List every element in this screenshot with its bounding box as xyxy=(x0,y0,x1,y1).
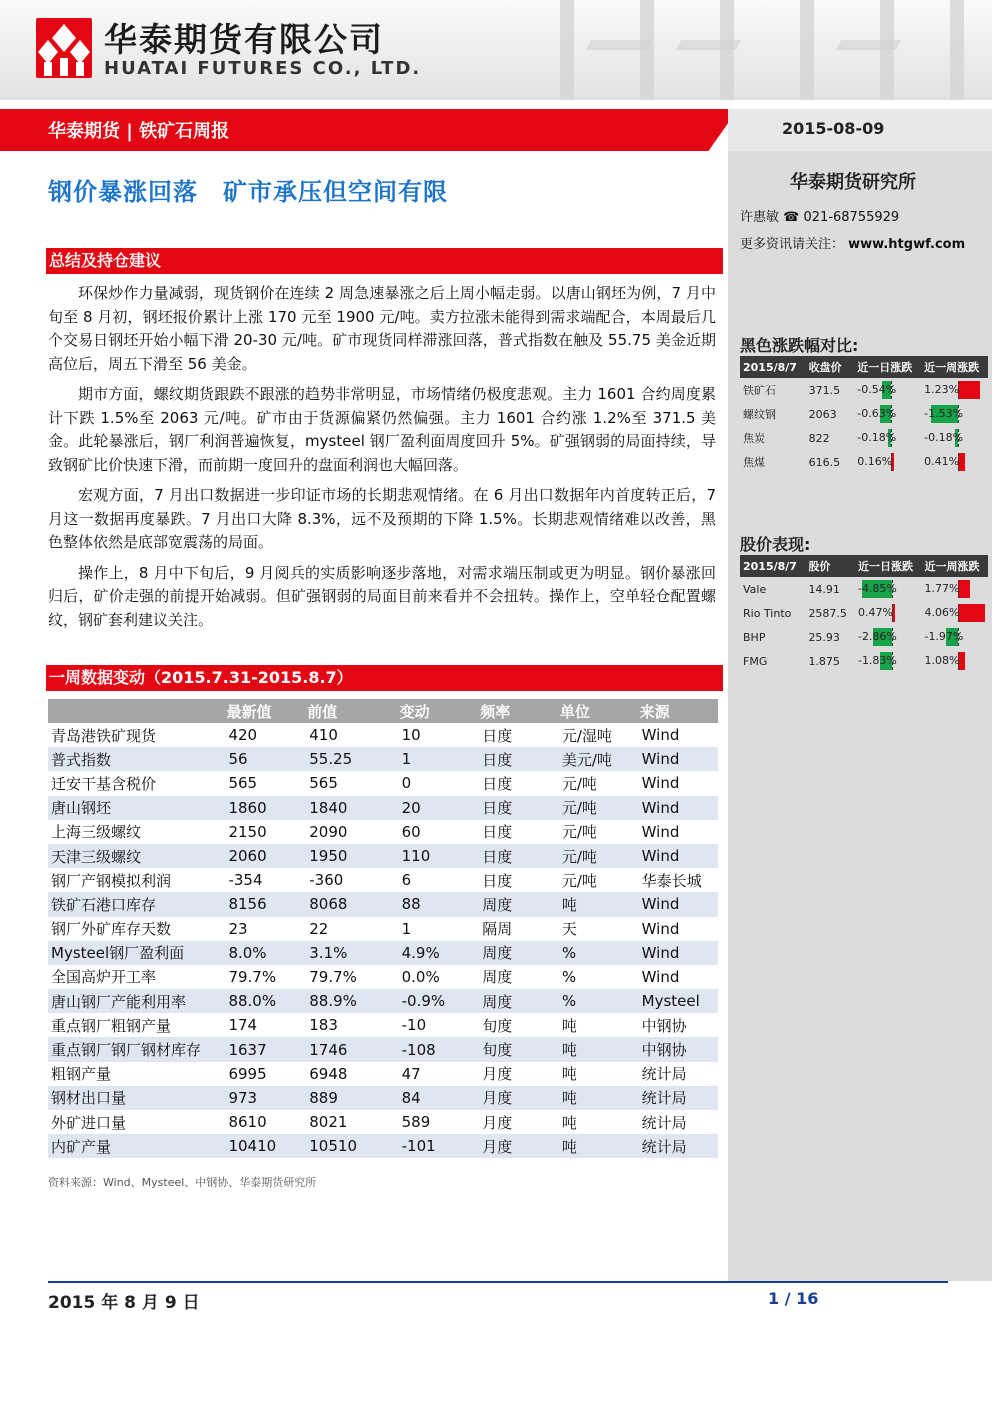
table-cell: 973 xyxy=(225,1086,306,1110)
website-link[interactable]: www.htgwf.com xyxy=(848,237,966,252)
table-cell: 周度 xyxy=(482,968,513,987)
table-cell: 47 xyxy=(401,1064,421,1083)
row-name: 螺纹钢 xyxy=(743,408,776,421)
table-cell: 8156 xyxy=(225,892,306,916)
row-close: 371.5 xyxy=(808,383,841,397)
change-cell xyxy=(921,450,988,474)
table-cell: 1 xyxy=(401,919,412,938)
table-cell: % xyxy=(561,967,577,986)
table-cell: 4.9% xyxy=(399,941,480,965)
website-line xyxy=(740,233,965,252)
change-cell xyxy=(921,426,988,450)
col-week-change: 近一周涨跌 xyxy=(921,555,988,577)
row-name: BHP xyxy=(743,630,766,644)
row-name: 焦煤 xyxy=(743,456,765,469)
table-row xyxy=(48,1062,718,1086)
table-cell: 钢材出口量 xyxy=(48,1086,225,1110)
table-cell: 隔周 xyxy=(482,920,513,939)
report-series-label: 华泰期货 | 铁矿石周报 xyxy=(48,121,230,142)
table-row xyxy=(740,601,988,625)
change-bar xyxy=(924,381,988,399)
table-cell: 吨 xyxy=(561,1065,577,1084)
table-cell: 元/吨 xyxy=(561,871,597,890)
table-cell: 79.7% xyxy=(228,967,277,986)
col-unit: 单位 xyxy=(559,699,639,723)
change-bar xyxy=(924,429,988,447)
weekly-data-table xyxy=(48,699,718,1158)
table-cell: 吨 xyxy=(561,1113,577,1132)
row-close: 25.93 xyxy=(808,630,840,644)
row-close: 2587.5 xyxy=(808,606,847,620)
col-price: 股价 xyxy=(805,555,855,577)
change-bar-fill xyxy=(958,580,970,598)
change-bar xyxy=(924,652,988,670)
col-frequency: 频率 xyxy=(479,699,559,723)
table-row xyxy=(48,1134,718,1158)
change-value: -0.18% xyxy=(924,431,964,444)
change-bar xyxy=(857,405,921,423)
table-cell: 统计局 xyxy=(639,1134,718,1158)
change-bar xyxy=(858,580,922,598)
change-cell xyxy=(854,402,921,426)
change-value: -1.83% xyxy=(857,654,897,667)
table-cell: 周度 xyxy=(479,989,559,1013)
table-row xyxy=(48,941,718,965)
table-cell: 8.0% xyxy=(225,941,306,965)
table-row xyxy=(740,402,988,426)
table-row xyxy=(48,747,718,771)
table-cell: 周度 xyxy=(479,892,559,916)
table-cell: 174 xyxy=(228,1016,258,1035)
table-cell: 2060 xyxy=(225,844,306,868)
table-cell: Wind xyxy=(641,822,680,841)
table-cell: 吨 xyxy=(561,1016,577,1035)
table-row xyxy=(740,649,988,673)
table-cell: 889 xyxy=(306,1086,398,1110)
change-bar xyxy=(924,604,988,622)
table-cell: 美元/吨 xyxy=(559,747,639,771)
table-cell: -10 xyxy=(401,1016,427,1035)
table-cell: 3.1% xyxy=(306,941,398,965)
table-cell: Mysteel xyxy=(639,989,718,1013)
stock-table-title: 股价表现: xyxy=(740,535,811,554)
table-cell: 6948 xyxy=(309,1064,348,1083)
table-cell: 565 xyxy=(309,774,338,793)
table-cell: 60 xyxy=(401,822,421,841)
table-cell: 56 xyxy=(225,747,306,771)
col-previous: 前值 xyxy=(306,699,398,723)
table-cell: 吨 xyxy=(559,892,639,916)
table-cell: 元/吨 xyxy=(561,823,597,842)
table-cell: 统计局 xyxy=(639,1086,718,1110)
table-cell: 钢厂外矿库存天数 xyxy=(51,920,172,939)
table-cell: Mysteel钢厂盈利面 xyxy=(48,941,225,965)
table-cell: Wind xyxy=(639,844,718,868)
table-cell: 6995 xyxy=(228,1064,267,1083)
change-cell xyxy=(855,577,922,601)
table-cell: -101 xyxy=(399,1134,480,1158)
table-row xyxy=(48,1110,718,1134)
row-close: 14.91 xyxy=(808,582,840,596)
table-cell: 8068 xyxy=(306,892,398,916)
table-cell: 上海三级螺纹 xyxy=(51,823,142,842)
table-cell: 中钢协 xyxy=(641,1016,687,1035)
black-comparison-table xyxy=(740,356,988,474)
table-cell: 88.9% xyxy=(306,989,398,1013)
table-cell: 唐山钢厂产能利用率 xyxy=(48,989,225,1013)
table-row xyxy=(740,426,988,450)
table-cell: 统计局 xyxy=(641,1113,687,1132)
change-value: 0.41% xyxy=(924,455,960,468)
table-cell: 元/吨 xyxy=(559,844,639,868)
change-value: -4.85% xyxy=(857,582,897,595)
page-number: 1 / 16 xyxy=(768,1289,819,1308)
table-cell: Wind xyxy=(641,967,680,986)
change-value: -0.54% xyxy=(857,383,897,396)
report-date: 2015-08-09 xyxy=(782,119,885,138)
col-source: 来源 xyxy=(639,699,718,723)
table-cell: 10 xyxy=(401,726,421,745)
row-name: FMG xyxy=(743,654,768,668)
table-cell: 日度 xyxy=(482,726,513,745)
table-cell: 23 xyxy=(228,919,248,938)
table-cell: 钢厂产钢模拟利润 xyxy=(51,871,172,890)
table-cell: Wind xyxy=(639,796,718,820)
table-cell: 183 xyxy=(309,1016,338,1035)
table-row xyxy=(740,577,988,601)
table-cell: 8021 xyxy=(309,1113,348,1132)
change-value: 4.06% xyxy=(924,606,960,619)
table-cell: 青岛港铁矿现货 xyxy=(51,726,157,745)
table-cell: 日度 xyxy=(479,796,559,820)
summary-paragraph: 操作上，8 月中下旬后，9 月阅兵的实质影响逐步落地，对需求端压制或更为明显。钢价暴涨回归后，矿价走强的前提开始减弱。但矿强钢弱的局面目前来看并不会扭转。操作上，空单轻仓配置螺纹，钢矿套利建议关注。 xyxy=(48,563,716,629)
table-cell: 0 xyxy=(401,774,412,793)
table-cell: Wind xyxy=(639,747,718,771)
table-row xyxy=(48,892,718,916)
table-cell: 元/吨 xyxy=(561,774,597,793)
table-cell: 周度 xyxy=(479,941,559,965)
footer-date: 2015 年 8 月 9 日 xyxy=(48,1293,200,1313)
col-date: 2015/8/7 xyxy=(740,555,805,577)
change-value: -1.53% xyxy=(924,407,964,420)
table-cell: 月度 xyxy=(482,1113,513,1132)
table-cell: 420 xyxy=(228,726,258,745)
table-cell: 日度 xyxy=(479,747,559,771)
table-cell: Wind xyxy=(641,726,680,745)
row-close: 1.875 xyxy=(808,654,840,668)
table-cell: Wind xyxy=(639,892,718,916)
table-cell: 吨 xyxy=(559,1086,639,1110)
table-cell: 1840 xyxy=(306,796,398,820)
change-value: 1.08% xyxy=(924,654,960,667)
change-cell xyxy=(854,450,921,474)
table-cell: Wind xyxy=(641,919,680,938)
change-cell xyxy=(855,625,922,649)
table-cell: 589 xyxy=(401,1113,431,1132)
table-cell: 2150 xyxy=(228,822,267,841)
table-cell: Wind xyxy=(641,774,680,793)
table-row xyxy=(48,796,718,820)
table-row xyxy=(740,378,988,402)
black-table-title: 黑色涨跌幅对比: xyxy=(740,336,859,355)
table-row xyxy=(48,771,718,795)
table-cell: 铁矿石港口库存 xyxy=(48,892,225,916)
table-cell: -360 xyxy=(309,871,344,890)
change-bar xyxy=(857,429,921,447)
change-cell xyxy=(921,649,988,673)
table-cell: 日度 xyxy=(479,844,559,868)
table-row xyxy=(48,1013,718,1037)
change-cell xyxy=(921,601,988,625)
change-bar-fill xyxy=(958,652,965,670)
table-cell: 10510 xyxy=(306,1134,398,1158)
col-change: 变动 xyxy=(399,699,480,723)
table-cell: 日度 xyxy=(482,774,513,793)
table-cell: 天 xyxy=(561,920,577,939)
table-cell: 迁安干基含税价 xyxy=(51,774,157,793)
table-cell: 410 xyxy=(309,726,338,745)
change-value: -0.63% xyxy=(857,407,897,420)
col-day-change: 近一日涨跌 xyxy=(855,555,922,577)
change-value: 0.16% xyxy=(857,455,893,468)
table-cell: 旬度 xyxy=(479,1037,559,1061)
change-cell xyxy=(921,402,988,426)
table-cell: 外矿进口量 xyxy=(51,1113,127,1132)
table-cell: 79.7% xyxy=(309,967,357,986)
table-row xyxy=(740,450,988,474)
row-name: 铁矿石 xyxy=(743,384,776,397)
table-cell: 1860 xyxy=(225,796,306,820)
change-bar-fill xyxy=(958,604,984,622)
table-cell: 月度 xyxy=(479,1086,559,1110)
table-cell: 20 xyxy=(399,796,480,820)
table-cell: % xyxy=(559,989,639,1013)
row-name: 焦炭 xyxy=(743,432,765,445)
change-cell xyxy=(921,577,988,601)
weekly-heading: 一周数据变动（2015.7.31-2015.8.7） xyxy=(46,665,723,691)
change-bar xyxy=(858,628,922,646)
change-bar xyxy=(858,604,922,622)
table-cell: 88.0% xyxy=(225,989,306,1013)
table-row xyxy=(48,820,718,844)
table-cell: -108 xyxy=(399,1037,480,1061)
table-cell: 普式指数 xyxy=(48,747,225,771)
table-cell: 2090 xyxy=(309,822,348,841)
table-row xyxy=(48,1086,718,1110)
more-info-label: 更多资讯请关注： xyxy=(740,237,845,252)
table-cell: 重点钢厂粗钢产量 xyxy=(51,1016,172,1035)
col-day-change: 近一日涨跌 xyxy=(854,356,921,378)
table-cell: -354 xyxy=(228,871,263,890)
table-cell: 55.25 xyxy=(306,747,398,771)
table-cell: 内矿产量 xyxy=(48,1134,225,1158)
analyst-name: 许惠敏 xyxy=(740,210,780,225)
table-row xyxy=(48,723,718,747)
table-cell: 1746 xyxy=(306,1037,398,1061)
change-value: 1.77% xyxy=(924,582,960,595)
row-close: 616.5 xyxy=(808,455,841,469)
change-cell xyxy=(854,426,921,450)
row-close: 822 xyxy=(808,431,830,445)
table-cell: 元/湿吨 xyxy=(561,726,612,745)
change-bar xyxy=(924,453,988,471)
table-cell: 天津三级螺纹 xyxy=(48,844,225,868)
table-cell: 中钢协 xyxy=(639,1037,718,1061)
change-cell xyxy=(855,649,922,673)
summary-paragraph: 期市方面，螺纹期货跟跌不跟涨的趋势非常明显，市场情绪仍极度悲观。主力 1601 合约周度累计下跌 1.5%至 2063 元/吨。矿市由于货源偏紧仍然偏强。主力 1601 合约涨 1.2%至 371.5 美金。此轮暴涨后，钢厂利润普遍恢复，mysteel 钢厂盈利面周度回升 5%。矿强钢弱的局面持续，导致钢矿比价快速下滑，而前期一度回升的盘面利润也大幅回落。 xyxy=(48,385,716,474)
change-bar xyxy=(924,628,988,646)
footer-divider xyxy=(48,1281,948,1283)
table-cell: 日度 xyxy=(482,871,513,890)
company-name-cn: 华泰期货有限公司 xyxy=(104,20,384,59)
company-logo-icon xyxy=(36,18,92,78)
table-cell: 565 xyxy=(228,774,258,793)
table-cell: 统计局 xyxy=(641,1065,687,1084)
table-cell: 吨 xyxy=(559,1037,639,1061)
table-cell: 8610 xyxy=(228,1113,267,1132)
row-close: 2063 xyxy=(808,407,837,421)
change-value: -0.18% xyxy=(857,431,897,444)
table-cell: 日度 xyxy=(482,823,513,842)
table-row xyxy=(48,868,718,892)
table-cell: 1 xyxy=(399,747,480,771)
sidebar xyxy=(728,151,992,1281)
table-cell: 粗钢产量 xyxy=(51,1065,112,1084)
table-cell: 重点钢厂钢厂钢材库存 xyxy=(48,1037,225,1061)
change-value: -2.86% xyxy=(857,630,897,643)
phone-icon: ☎ xyxy=(783,210,800,225)
change-bar xyxy=(858,652,922,670)
table-cell: 月度 xyxy=(482,1065,513,1084)
row-name: Vale xyxy=(743,582,767,596)
analyst-phone: 021-68755929 xyxy=(803,210,900,225)
company-name-en: HUATAI FUTURES CO., LTD. xyxy=(104,58,422,79)
change-value: 1.23% xyxy=(924,383,960,396)
change-cell xyxy=(855,601,922,625)
table-cell: -0.9% xyxy=(399,989,480,1013)
stock-performance-table xyxy=(740,555,988,673)
summary-paragraph: 环保炒作力量减弱，现货钢价在连续 2 周急速暴涨之后上周小幅走弱。以唐山钢坯为例，7 月中旬至 8 月初，钢坯报价累计上涨 170 元至 1900 元/吨。卖方拉涨未能得到需求端配合，本周最后几个交易日钢坯开始小幅下滑 20-30 元/吨。矿市现货同样滞涨回落，普式指数在触及 55.75 美金近期高位后，周五下滑至 56 美金。 xyxy=(48,284,716,373)
change-bar xyxy=(857,381,921,399)
table-cell: 全国高炉开工率 xyxy=(51,968,157,987)
table-cell: 旬度 xyxy=(482,1016,513,1035)
table-cell: 6 xyxy=(401,871,412,890)
analyst-contact xyxy=(740,206,899,225)
table-cell: 元/吨 xyxy=(559,796,639,820)
row-name: Rio Tinto xyxy=(743,606,792,620)
table-cell: 月度 xyxy=(479,1134,559,1158)
table-row xyxy=(48,1037,718,1061)
change-value: -1.97% xyxy=(924,630,964,643)
data-source-note: 资料来源：Wind、Mysteel、中钢协、华泰期货研究所 xyxy=(48,1176,317,1189)
change-bar xyxy=(924,405,988,423)
change-cell xyxy=(921,625,988,649)
table-cell: % xyxy=(559,941,639,965)
table-row xyxy=(48,965,718,989)
change-cell xyxy=(921,378,988,402)
table-row xyxy=(48,844,718,868)
table-row xyxy=(740,625,988,649)
table-cell: 华泰长城 xyxy=(641,871,702,890)
change-bar xyxy=(924,580,988,598)
col-week-change: 近一周涨跌 xyxy=(921,356,988,378)
table-cell: 唐山钢坯 xyxy=(48,796,225,820)
summary-body xyxy=(48,282,716,632)
table-cell: 1637 xyxy=(225,1037,306,1061)
change-value: 0.47% xyxy=(857,606,893,619)
change-bar-fill xyxy=(958,453,965,471)
table-cell: 1950 xyxy=(306,844,398,868)
summary-heading: 总结及持仓建议 xyxy=(46,248,723,274)
table-cell: 110 xyxy=(399,844,480,868)
table-cell: 22 xyxy=(309,919,329,938)
change-bar-fill xyxy=(958,381,980,399)
table-cell: 0.0% xyxy=(401,967,440,986)
summary-paragraph: 宏观方面，7 月出口数据进一步印证市场的长期悲观情绪。在 6 月出口数据年内首度转正后，7 月这一数据再度暴跌。7 月出口大降 8.3%，远不及预期的下降 1.5%。长期悲观情绪难以改善，黑色整体依然是底部宽震荡的局面。 xyxy=(48,486,716,551)
col-indicator xyxy=(48,699,225,723)
table-cell: 88 xyxy=(399,892,480,916)
table-cell: 10410 xyxy=(225,1134,306,1158)
change-cell xyxy=(854,378,921,402)
institute-name: 华泰期货研究所 xyxy=(790,172,916,193)
col-latest: 最新值 xyxy=(225,699,306,723)
table-cell: Wind xyxy=(639,941,718,965)
change-bar xyxy=(857,453,921,471)
table-row xyxy=(48,917,718,941)
table-cell: 84 xyxy=(399,1086,480,1110)
report-title: 钢价暴涨回落 矿市承压但空间有限 xyxy=(48,178,448,206)
col-close: 收盘价 xyxy=(806,356,855,378)
table-cell: 吨 xyxy=(559,1134,639,1158)
col-date: 2015/8/7 xyxy=(740,356,806,378)
table-row xyxy=(48,989,718,1013)
